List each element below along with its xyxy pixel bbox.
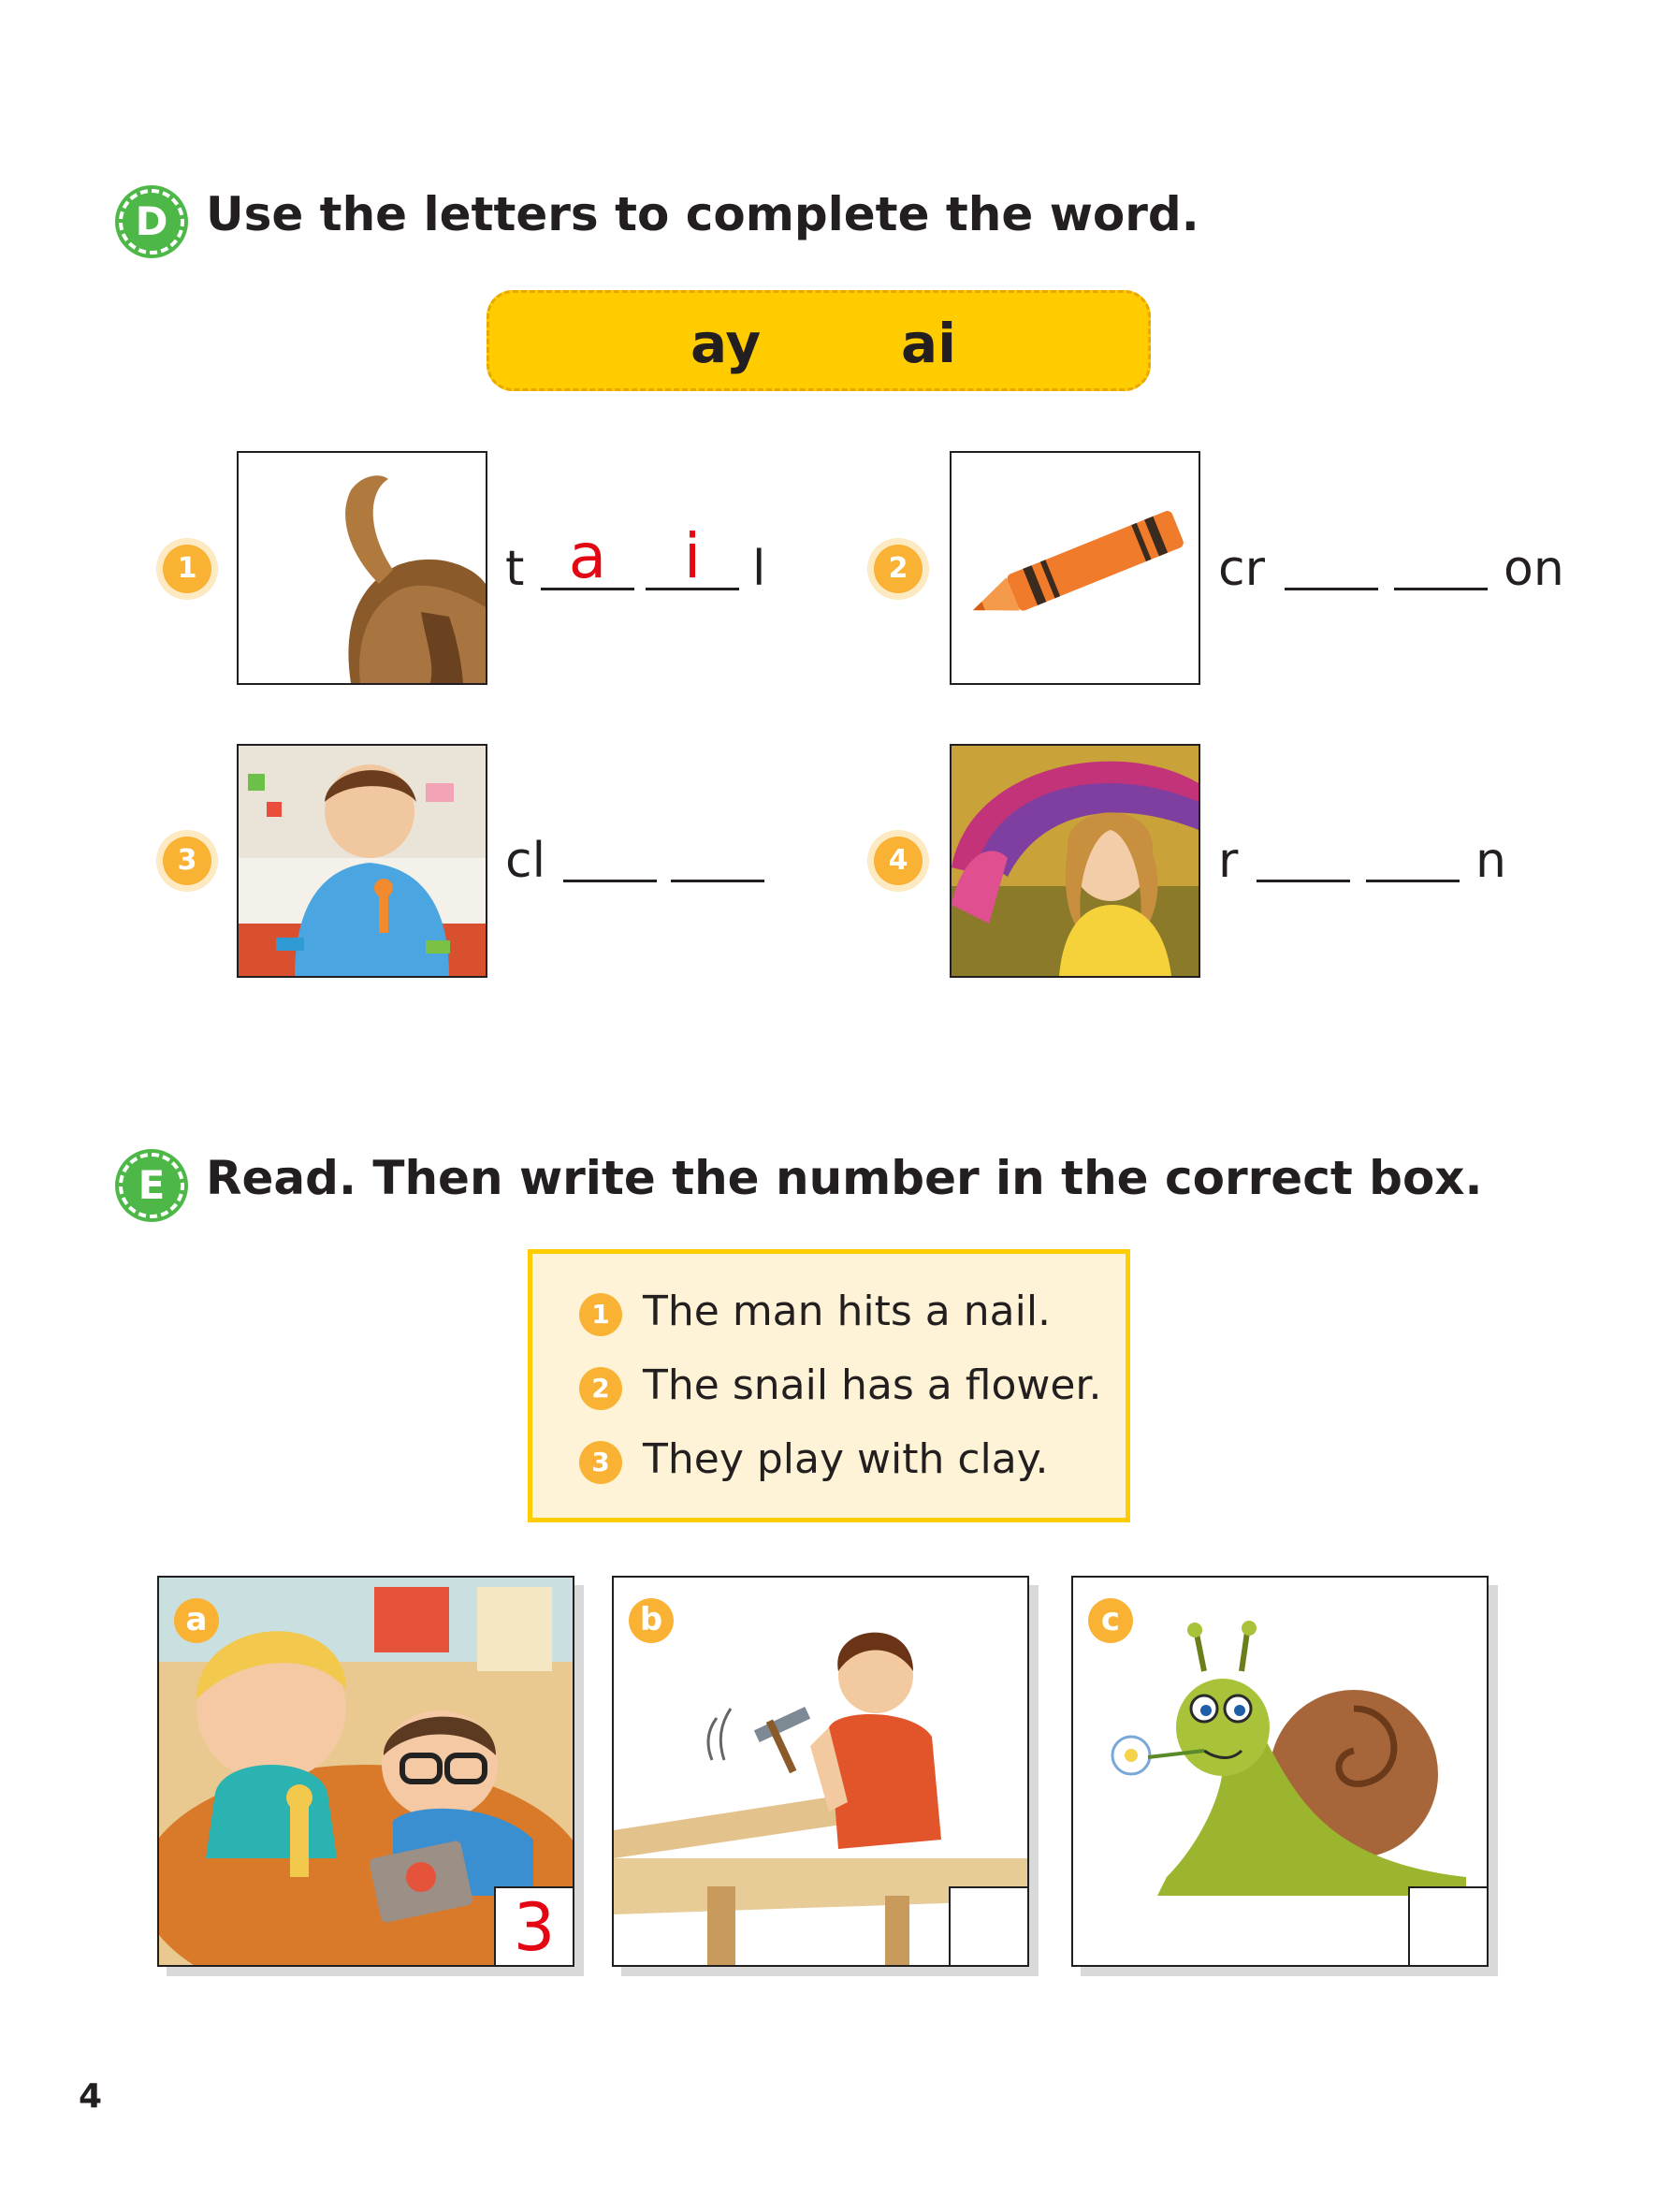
card-a-answer-box[interactable]: 3 [494,1886,574,1967]
sentence-box [528,1249,1130,1522]
card-a-letter: a [174,1598,219,1643]
item-4-suffix: n [1475,833,1506,889]
item-2-blank-2[interactable] [1394,588,1488,590]
item-2-blank-1[interactable] [1285,588,1378,590]
item-3-number: 3 [163,837,211,885]
item-1-number: 1 [163,545,211,593]
card-c-letter: c [1088,1598,1133,1643]
sentence-1-text: The man hits a nail. [643,1288,1052,1335]
page-number: 4 [79,2077,103,2116]
item-4-number: 4 [874,837,923,885]
card-b-letter: b [629,1598,674,1643]
item-3-blank-1[interactable] [563,880,657,882]
section-e-title: Read. Then write the number in the correct box. [206,1151,1483,1205]
card-b-answer-box[interactable] [949,1886,1029,1967]
crayon-icon [952,453,1199,683]
item-1-prefix: t [505,541,525,597]
card-c-answer-box[interactable] [1408,1886,1489,1967]
dog-tail-picture [237,451,487,685]
section-d-title: Use the letters to complete the word. [206,187,1199,241]
item-3-prefix: cl [505,833,546,889]
item-1-answer-1: a [568,520,607,592]
bank-letter-ay: ay [690,312,762,375]
card-c [1071,1576,1489,1967]
item-4-prefix: r [1218,833,1239,889]
sentence-3-text: They play with clay. [643,1435,1049,1483]
girl-with-umbrella-icon [952,746,1199,976]
item-1-answer-2: i [683,520,702,592]
section-d-badge: D [119,189,184,255]
item-2-prefix: cr [1218,541,1265,597]
item-3-blank-2[interactable] [671,880,764,882]
card-b [612,1576,1029,1967]
girl-with-umbrella-picture [950,744,1200,978]
sentence-2-number: 2 [579,1367,622,1410]
sentence-2-text: The snail has a flower. [643,1361,1102,1409]
section-e-badge: E [119,1153,184,1218]
card-a [157,1576,574,1967]
bank-letter-ai: ai [901,312,957,375]
item-4-blank-2[interactable] [1366,880,1460,882]
boy-with-clay-icon [239,746,486,976]
item-1-suffix: l [752,541,766,597]
item-4-blank-1[interactable] [1257,880,1350,882]
crayon-picture [950,451,1200,685]
item-2-number: 2 [874,545,923,593]
letter-bank [487,290,1151,391]
dog-tail-icon [239,453,486,683]
sentence-1-number: 1 [579,1293,622,1336]
item-2-suffix: on [1504,541,1564,597]
boy-with-clay-picture [237,744,487,978]
sentence-3-number: 3 [579,1441,622,1484]
